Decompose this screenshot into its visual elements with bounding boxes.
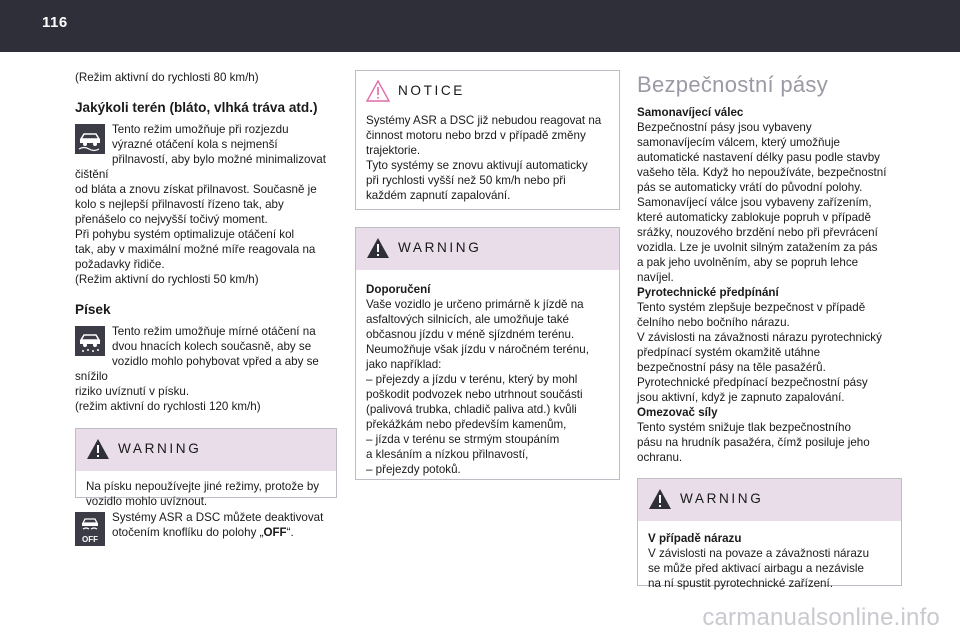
column-1: [75, 70, 337, 548]
terrain-line: od bláta a znovu získat přilnavost. Současně je: [75, 183, 317, 196]
notice-body: [356, 113, 619, 213]
warning-triangle-icon: [648, 488, 672, 510]
column-2: [355, 70, 620, 480]
warning-header: [356, 228, 619, 270]
notice-line: každém zapnutí zapalování.: [366, 189, 511, 202]
sand-mode-icon: [75, 326, 105, 356]
retractor-line: vašeho těla. Když ho nepoužíváte, bezpečnostní: [637, 166, 887, 179]
pretensioner-line: V závislosti na závažnosti nárazu pyrotechnický: [637, 331, 882, 344]
terrain-line: přilnavostí, aby bylo možné minimalizovat čištění: [75, 153, 326, 181]
warning-line: V závislosti na povaze a závažnosti nárazu: [648, 547, 870, 560]
dsc-off-icon: [75, 512, 105, 546]
column-3: [637, 72, 902, 590]
notice-title: NOTICE: [398, 83, 465, 98]
warning-title: WARNING: [118, 441, 202, 456]
off-bold: OFF: [263, 526, 287, 539]
terrain-section: [75, 122, 337, 287]
sand-line: vozidlo mohlo pohybovat vpřed a aby se snížilo: [75, 355, 319, 383]
notice-header: [356, 71, 619, 113]
notice-line: činnost motoru nebo brzd v případě změny: [366, 129, 586, 142]
retractor-line: a pak jeho uvolněním, aby se popruh lehce: [637, 256, 859, 269]
terrain-line: výrazné otáčení kola s nejmenší: [112, 138, 278, 151]
warning-line: vozidlo mohlo uvíznout.: [86, 495, 208, 508]
retractor-line: které automaticky zablokuje popruh v případě: [637, 211, 871, 224]
pretensioner-line: jsou aktivní, když je zapnuto zapalování.: [637, 391, 845, 404]
notice-line: Systémy ASR a DSC již nebudou reagovat na: [366, 114, 602, 127]
dsc-off-section: [75, 510, 337, 544]
sand-heading: Písek: [75, 302, 111, 317]
force-limiter-line: Tento systém snižuje tlak bezpečnostního: [637, 421, 851, 434]
warning-body: [356, 270, 619, 487]
pretensioner-line: čelního nebo bočního nárazu.: [637, 316, 790, 329]
retractor-line: navíjel.: [637, 271, 674, 284]
terrain-line: Při pohybu systém optimalizuje otáčení kol: [75, 228, 295, 241]
terrain-heading: Jakýkoli terén (bláto, vlhká tráva atd.): [75, 100, 318, 115]
warning-line: Neumožňuje však jízdu v náročném terénu,: [366, 343, 589, 356]
subheading-pretensioner: Pyrotechnické předpínání: [637, 286, 779, 299]
warning-line: občasnou jízdu v méně sjízdném terénu.: [366, 328, 575, 341]
off-icon-label: OFF: [82, 535, 98, 544]
warning-heading: Doporučení: [366, 283, 431, 296]
warning-line: Vaše vozidlo je určeno primárně k jízdě na: [366, 298, 584, 311]
warning-title: WARNING: [680, 491, 764, 506]
warning-line: – přejezdy potoků.: [366, 463, 461, 476]
sand-line: (režim aktivní do rychlosti 120 km/h): [75, 400, 261, 413]
notice-line: při rychlosti vyšší než 50 km/h nebo při: [366, 174, 566, 187]
subheading-force-limiter: Omezovač síly: [637, 406, 718, 419]
warning-heading: V případě nárazu: [648, 532, 742, 545]
section-title: Bezpečnostní pásy: [637, 72, 828, 97]
pretensioner-line: bezpečnostní pásy na těle pasažérů.: [637, 361, 826, 374]
offroad-warning-box: [355, 227, 620, 480]
subheading-retractor: Samonavíjecí válec: [637, 106, 744, 119]
terrain-line: kolo s nejlepší přilnavostí řízeno tak, aby: [75, 198, 284, 211]
intro-speed-note: (Režim aktivní do rychlosti 80 km/h): [75, 71, 259, 84]
retractor-line: samonavíjecím válcem, který umožňuje: [637, 136, 840, 149]
pretensioner-line: Tento systém zlepšuje bezpečnost v případě: [637, 301, 866, 314]
force-limiter-line: ochranu.: [637, 451, 683, 464]
terrain-line: tak, aby v maximální možné míře reagovala na: [75, 243, 316, 256]
pretensioner-line: Pyrotechnické předpínací bezpečnostní pásy: [637, 376, 868, 389]
warning-header: [638, 479, 901, 521]
notice-line: Tyto systémy se znovu aktivují automaticky: [366, 159, 588, 172]
warning-triangle-icon: [86, 438, 110, 460]
warning-line: překážkám nebo především kamenům,: [366, 418, 567, 431]
warning-header: [76, 429, 336, 471]
warning-line: jako například:: [366, 358, 442, 371]
retractor-line: pás se automaticky vrátí do původní polohy.: [637, 181, 863, 194]
notice-triangle-icon: [366, 80, 390, 102]
warning-line: a klesáním a nízkou přilnavostí,: [366, 448, 529, 461]
force-limiter-line: pásu na hrudník pasažéra, čímž posiluje jeho: [637, 436, 870, 449]
sand-line: dvou hnacích kolech současně, aby se: [112, 340, 312, 353]
warning-line: Na písku nepoužívejte jiné režimy, protože by: [86, 480, 320, 493]
warning-line: – přejezdy a jízdu v terénu, který by mohl: [366, 373, 578, 386]
sand-line: Tento režim umožňuje mírné otáčení na: [112, 325, 316, 338]
warning-line: poškodit podvozek nebo utrhnout součásti: [366, 388, 583, 401]
warning-line: na ní spustit pyrotechnické zařízení.: [648, 577, 833, 590]
terrain-line: Tento režim umožňuje při rozjezdu: [112, 123, 289, 136]
pretensioner-line: předpínací systém okamžitě utáhne: [637, 346, 821, 359]
sand-warning-box: [75, 428, 337, 508]
notice-box: [355, 70, 620, 210]
retractor-line: vozidla. Lze je uvolnit silným zatažením za pás: [637, 241, 878, 254]
terrain-line: přenášelo co nejvyšší točivý moment.: [75, 213, 268, 226]
sand-line: riziko uvíznutí v písku.: [75, 385, 190, 398]
warning-line: (palivová trubka, chladič paliva atd.) kvůli: [366, 403, 577, 416]
seatbelt-warning-box: [637, 478, 902, 590]
warning-triangle-icon: [366, 237, 390, 259]
off-suffix: “.: [286, 526, 294, 539]
mud-mode-icon: [75, 124, 105, 154]
warning-line: asfaltových silnicích, ale umožňuje také: [366, 313, 569, 326]
warning-title: WARNING: [398, 240, 482, 255]
warning-body: [638, 521, 901, 601]
retractor-line: Samonavíjecí válce jsou vybaveny zařízením,: [637, 196, 872, 209]
warning-line: – jízda v terénu se strmým stoupáním: [366, 433, 560, 446]
page-header-bar: [0, 0, 960, 52]
page-number: 116: [42, 14, 68, 31]
watermark: carmanualsonline.info: [702, 604, 940, 631]
off-line-2: [75, 525, 337, 540]
retractor-line: Bezpečnostní pásy jsou vybaveny: [637, 121, 812, 134]
off-line-1: Systémy ASR a DSC můžete deaktivovat: [112, 511, 324, 524]
notice-line: trajektorie.: [366, 144, 421, 157]
retractor-line: srážky, nouzového brzdění nebo při převrácení: [637, 226, 878, 239]
sand-section: [75, 324, 337, 414]
terrain-line: (Režim aktivní do rychlosti 50 km/h): [75, 273, 259, 286]
warning-line: se může před aktivací airbagu a nezávisle: [648, 562, 864, 575]
retractor-line: automatické nastavení délky pasu podle stavby: [637, 151, 880, 164]
off-prefix: otočením knoflíku do polohy „: [112, 526, 264, 539]
terrain-line: požadavky řidiče.: [75, 258, 165, 271]
